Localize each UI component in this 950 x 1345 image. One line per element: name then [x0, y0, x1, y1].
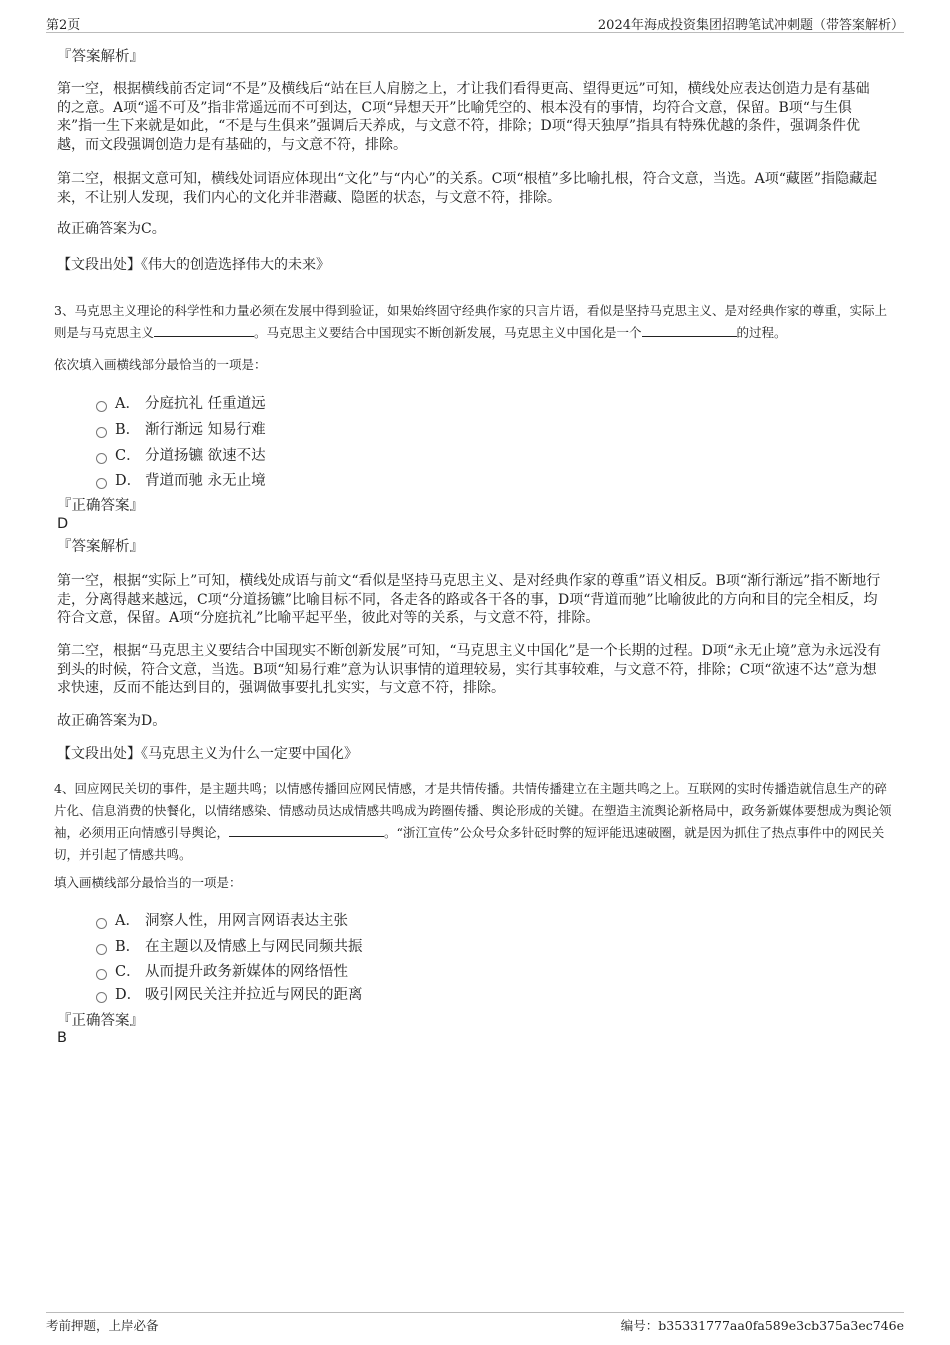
q2-source [57, 256, 883, 275]
q3-option-b[interactable] [96, 418, 266, 438]
option-text: 吸引网民关注并拉近与网民的距离 [145, 987, 363, 1003]
option-text: 分庭抗礼 任重道远 [145, 396, 266, 412]
radio-icon[interactable] [96, 427, 107, 438]
q2-analysis-p1: 第一空，根据横线前否定词“不是”及横线后“站在巨人肩膀之上，才让我们看得更高、望得更远”可知，横线处应表达创造力是有基础的之意。A项“遥不可及”指非常遥远而不可到达，C项“异想天开”比喻凭空的、根本没有的事情，均符合文意，保留。B项“与生俱来”指一生下来就是如此，“不是与生俱来”强调后天养成，与文意不符，排除；D项“得天独厚”指具有特殊优越的条件，强调条件优越，而文段强调创造力是有基础的，与文意不符，排除。 [57, 81, 870, 153]
option-text: 洞察人性，用网言网语表达主张 [145, 913, 348, 929]
q3-instruction: 依次填入画横线部分最恰当的一项是： [54, 357, 267, 372]
q2-conclusion: 故正确答案为C。 [57, 221, 166, 237]
option-key: B． [115, 422, 141, 438]
q4-instruction: 填入画横线部分最恰当的一项是： [54, 875, 242, 890]
blank-line [154, 322, 254, 337]
q3-stem-part: 的过程。 [736, 325, 787, 340]
option-key: C． [115, 448, 141, 464]
radio-icon[interactable] [96, 969, 107, 980]
q3-analysis-p1: 第一空，根据“实际上”可知，横线处成语与前文“看似是坚持马克思主义、是对经典作家的尊重”语义相反。B项“渐行渐远”指不断地行走，分离得越来越远，C项“分道扬镳”比喻目标不同，各走各的路或各干各的事，D项“背道而驰”比喻彼此的方向和目的完全相反，均符合文意，保留。A项“分庭抗礼”比喻平起平坐，彼此对等的关系，与文意不符，排除。 [57, 573, 881, 626]
analysis-label: 『答案解析』 [57, 49, 144, 65]
source-prefix: 【文段出处】 [57, 746, 141, 762]
source-prefix: 【文段出处】 [57, 257, 141, 273]
option-key: B． [115, 939, 141, 955]
q3-option-d[interactable] [96, 469, 266, 489]
q3-stem-part: 。马克思主义要结合中国现实不断创新发展，马克思主义中国化是一个 [254, 325, 642, 340]
source-title: 《马克思主义为什么一定要中国化》 [141, 746, 358, 762]
option-key: D． [115, 473, 142, 489]
blank-line [642, 322, 737, 337]
page-number: 第2页 [46, 18, 81, 33]
option-key: D． [115, 987, 142, 1003]
q4-stem-part: 。“浙江宣传”公众号众多针砭时弊的短评能迅速破圈，就是因为抓住了热点事件中的网民关切，并引起了情感共鸣。 [54, 825, 885, 862]
radio-icon[interactable] [96, 478, 107, 489]
blank-line [229, 822, 384, 837]
option-key: A． [115, 396, 140, 412]
q3-stem-part: 3、马克思主义理论的科学性和力量必须在发展中得到验证，如果始终固守经典作家的只言片语，看似是坚持马克思主义、是对经典作家的尊重，实际上则是与马克思主义 [54, 303, 887, 340]
option-key: C． [115, 964, 141, 980]
q2-analysis-p2: 第二空，根据文意可知，横线处词语应体现出“文化”与“内心”的关系。C项“根植”多比喻扎根，符合文意，当选。A项“藏匿”指隐藏起来，不让别人发现，我们内心的文化并非潜藏、隐匿的状态，与文意不符，排除。 [57, 171, 878, 206]
source-title: 《伟大的创造选择伟大的未来》 [141, 257, 330, 273]
q4-option-c[interactable] [96, 960, 348, 980]
q3-stem [54, 300, 899, 344]
option-text: 渐行渐远 知易行难 [145, 422, 266, 438]
q3-option-a[interactable] [96, 392, 266, 412]
document-title: 2024年海成投资集团招聘笔试冲刺题（带答案解析） [597, 18, 904, 33]
analysis-label: 『答案解析』 [57, 539, 144, 555]
page-footer [46, 1312, 904, 1336]
option-text: 在主题以及情感上与网民同频共振 [145, 939, 363, 955]
q4-stem [54, 778, 899, 866]
q3-source [57, 745, 883, 764]
radio-icon[interactable] [96, 918, 107, 929]
option-text: 背道而驰 永无止境 [145, 473, 266, 489]
radio-icon[interactable] [96, 944, 107, 955]
q3-conclusion: 故正确答案为D。 [57, 713, 167, 729]
q4-option-a[interactable] [96, 909, 348, 929]
q4-option-b[interactable] [96, 935, 363, 955]
page-header [46, 14, 904, 33]
radio-icon[interactable] [96, 992, 107, 1003]
option-text: 分道扬镳 欲速不达 [145, 448, 266, 464]
radio-icon[interactable] [96, 453, 107, 464]
q4-answer: B [57, 1030, 67, 1046]
q4-option-d[interactable] [96, 983, 363, 1003]
option-text: 从而提升政务新媒体的网络悟性 [145, 964, 348, 980]
q3-analysis-p2: 第二空，根据“马克思主义要结合中国现实不断创新发展”可知，“马克思主义中国化”是一个长期的过程。D项“永无止境”意为永远没有到头的时候，符合文意，当选。B项“知易行难”意为认识事情的道理较易，实行其事较难，与文意不符，排除；C项“欲速不达”意为想求快速，反而不能达到目的，强调做事要扎扎实实，与文意不符，排除。 [57, 643, 882, 696]
q4-stem-part: 4、回应网民关切的事件，是主题共鸣；以情感传播回应网民情感，才是共情传播。共情传播建立在主题共鸣之上。互联网的实时传播造就信息生产的碎片化、信息消费的快餐化，以情绪感染、情感动员达成情感共鸣成为跨圈传播、舆论形成的关键。在塑造主流舆论新格局中，政务新媒体要想成为舆论领袖，必须用正向情感引导舆论， [54, 781, 892, 840]
option-key: A． [115, 913, 140, 929]
document-id: 编号：b35331777aa0fa589e3cb375a3ec746e [620, 1318, 904, 1333]
correct-answer-label: 『正确答案』 [57, 1013, 144, 1029]
correct-answer-label: 『正确答案』 [57, 498, 144, 514]
q3-option-c[interactable] [96, 444, 266, 464]
footer-slogan: 考前押题，上岸必备 [46, 1318, 159, 1333]
radio-icon[interactable] [96, 401, 107, 412]
q3-answer: D [57, 516, 69, 532]
